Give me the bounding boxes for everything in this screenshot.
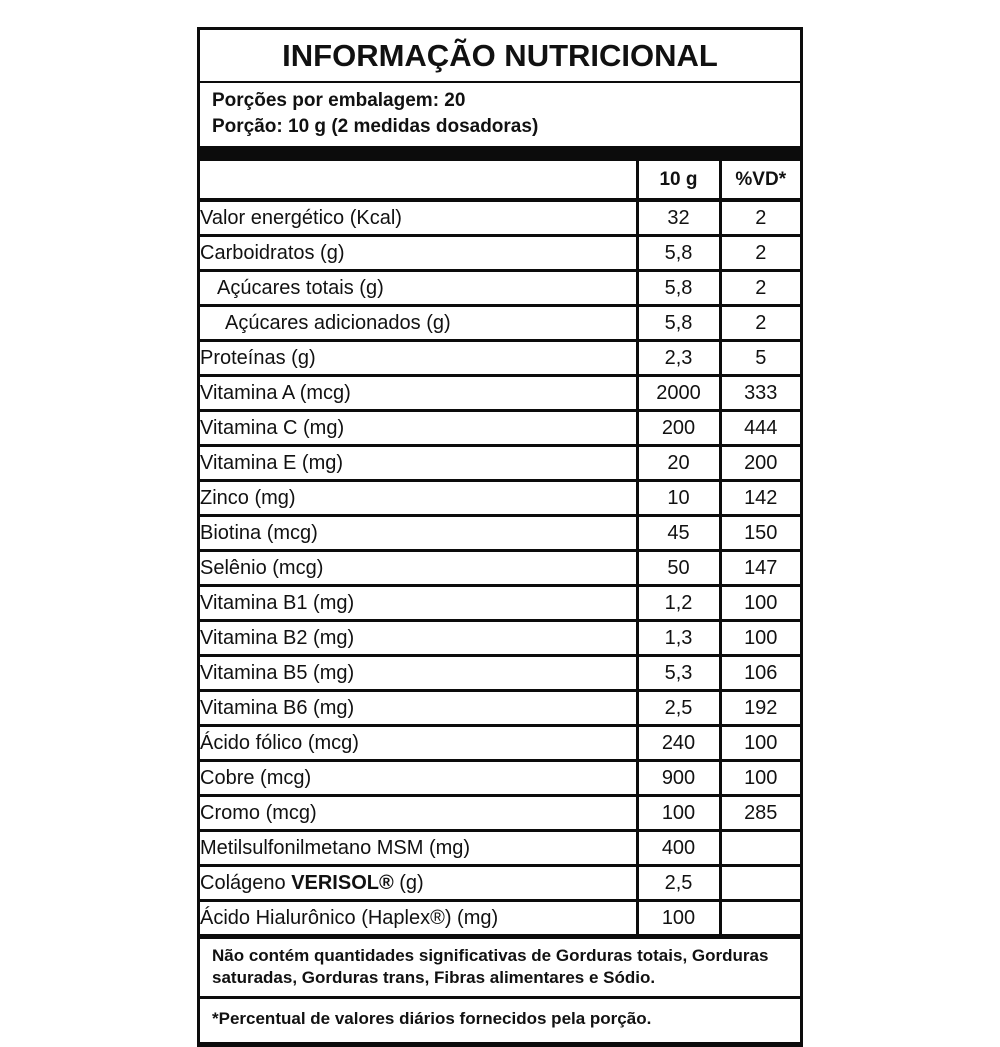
header-amount: 10 g: [637, 161, 720, 200]
row-dv: [720, 866, 800, 901]
row-dv: 147: [720, 551, 800, 586]
row-dv: 285: [720, 796, 800, 831]
table-row: [200, 656, 800, 691]
row-dv: [720, 831, 800, 866]
row-amount: 2,5: [637, 866, 720, 901]
row-amount: 100: [637, 901, 720, 935]
row-label: Vitamina E (mg): [200, 446, 637, 481]
row-amount: 200: [637, 411, 720, 446]
row-label: Cromo (mcg): [200, 796, 637, 831]
row-amount: 1,3: [637, 621, 720, 656]
row-label: [200, 866, 637, 901]
row-label: Carboidratos (g): [200, 236, 637, 271]
table-row: [200, 200, 800, 236]
table-row: [200, 411, 800, 446]
table-row: [200, 516, 800, 551]
row-label: Cobre (mcg): [200, 761, 637, 796]
table-row: [200, 376, 800, 411]
row-label: Metilsulfonilmetano MSM (mg): [200, 831, 637, 866]
row-amount: 10: [637, 481, 720, 516]
table-row: [200, 586, 800, 621]
table-row: [200, 866, 800, 901]
table-header-row: [200, 161, 800, 200]
row-label: Selênio (mcg): [200, 551, 637, 586]
row-dv: 100: [720, 761, 800, 796]
header-empty-cell: [200, 161, 637, 200]
row-amount: 5,8: [637, 271, 720, 306]
row-label: Ácido Hialurônico (Haplex®) (mg): [200, 901, 637, 935]
row-amount: 5,8: [637, 236, 720, 271]
row-label: Ácido fólico (mcg): [200, 726, 637, 761]
table-row: [200, 271, 800, 306]
serving-info: [200, 83, 800, 146]
table-row: [200, 796, 800, 831]
row-dv: 2: [720, 271, 800, 306]
row-dv: 100: [720, 621, 800, 656]
row-amount: 900: [637, 761, 720, 796]
table-row: [200, 481, 800, 516]
table-row: [200, 446, 800, 481]
row-dv: 200: [720, 446, 800, 481]
row-label: Zinco (mg): [200, 481, 637, 516]
row-label: Vitamina B2 (mg): [200, 621, 637, 656]
row-amount: 240: [637, 726, 720, 761]
note-no-significant-amounts: Não contém quantidades significativas de Gorduras totais, Gorduras saturadas, Gorduras trans, Fibras alimentares e Sódio.: [200, 934, 800, 996]
row-label: Vitamina C (mg): [200, 411, 637, 446]
row-amount: 45: [637, 516, 720, 551]
table-row: [200, 901, 800, 935]
row-label: Vitamina A (mcg): [200, 376, 637, 411]
header-dv: %VD*: [720, 161, 800, 200]
table-row: [200, 551, 800, 586]
row-dv: 5: [720, 341, 800, 376]
row-label: Vitamina B5 (mg): [200, 656, 637, 691]
serving-size: Porção: 10 g (2 medidas dosadoras): [212, 116, 539, 137]
row-label: Valor energético (Kcal): [200, 206, 402, 229]
table-row: [200, 306, 800, 341]
table-row: [200, 236, 800, 271]
row-dv: 2: [720, 236, 800, 271]
page-title: INFORMAÇÃO NUTRICIONAL: [200, 30, 800, 83]
table-row: [200, 726, 800, 761]
table-row: [200, 621, 800, 656]
note-dv-footnote: *Percentual de valores diários fornecidos pela porção.: [200, 996, 800, 1042]
row-label: Vitamina B6 (mg): [200, 691, 637, 726]
row-dv: 100: [720, 726, 800, 761]
row-dv: 100: [720, 586, 800, 621]
row-amount: 2,5: [637, 691, 720, 726]
row-amount: 5,3: [637, 656, 720, 691]
row-dv: 142: [720, 481, 800, 516]
row-amount: 1,2: [637, 586, 720, 621]
nutrition-facts-panel: [197, 27, 803, 1047]
row-amount: 400: [637, 831, 720, 866]
row-label: Proteínas (g): [200, 341, 637, 376]
row-dv: 2: [720, 306, 800, 341]
table-row: [200, 341, 800, 376]
row-label: Açúcares totais (g): [200, 271, 637, 306]
row-amount: 100: [637, 796, 720, 831]
row-amount: 2000: [637, 376, 720, 411]
row-dv: 333: [720, 376, 800, 411]
row-label: Açúcares adicionados (g): [200, 306, 637, 341]
row-amount: 32: [637, 200, 720, 236]
row-dv: 444: [720, 411, 800, 446]
row-label-prefix: Colágeno: [200, 871, 292, 894]
row-amount: 5,8: [637, 306, 720, 341]
row-amount: 20: [637, 446, 720, 481]
row-label-suffix: (g): [393, 871, 424, 894]
row-dv: 2: [720, 200, 800, 236]
servings-per-package: Porções por embalagem: 20: [212, 90, 466, 111]
row-label: Vitamina B1 (mg): [200, 586, 637, 621]
row-amount: 50: [637, 551, 720, 586]
separator-bar: [200, 146, 800, 161]
nutrition-table: [200, 161, 800, 934]
row-label-brand: VERISOL®: [291, 871, 394, 894]
row-amount: 2,3: [637, 341, 720, 376]
table-row: [200, 761, 800, 796]
table-row: [200, 691, 800, 726]
row-dv: 192: [720, 691, 800, 726]
row-dv: 150: [720, 516, 800, 551]
row-dv: 106: [720, 656, 800, 691]
table-row: [200, 831, 800, 866]
row-label: Biotina (mcg): [200, 516, 637, 551]
row-dv: [720, 901, 800, 935]
